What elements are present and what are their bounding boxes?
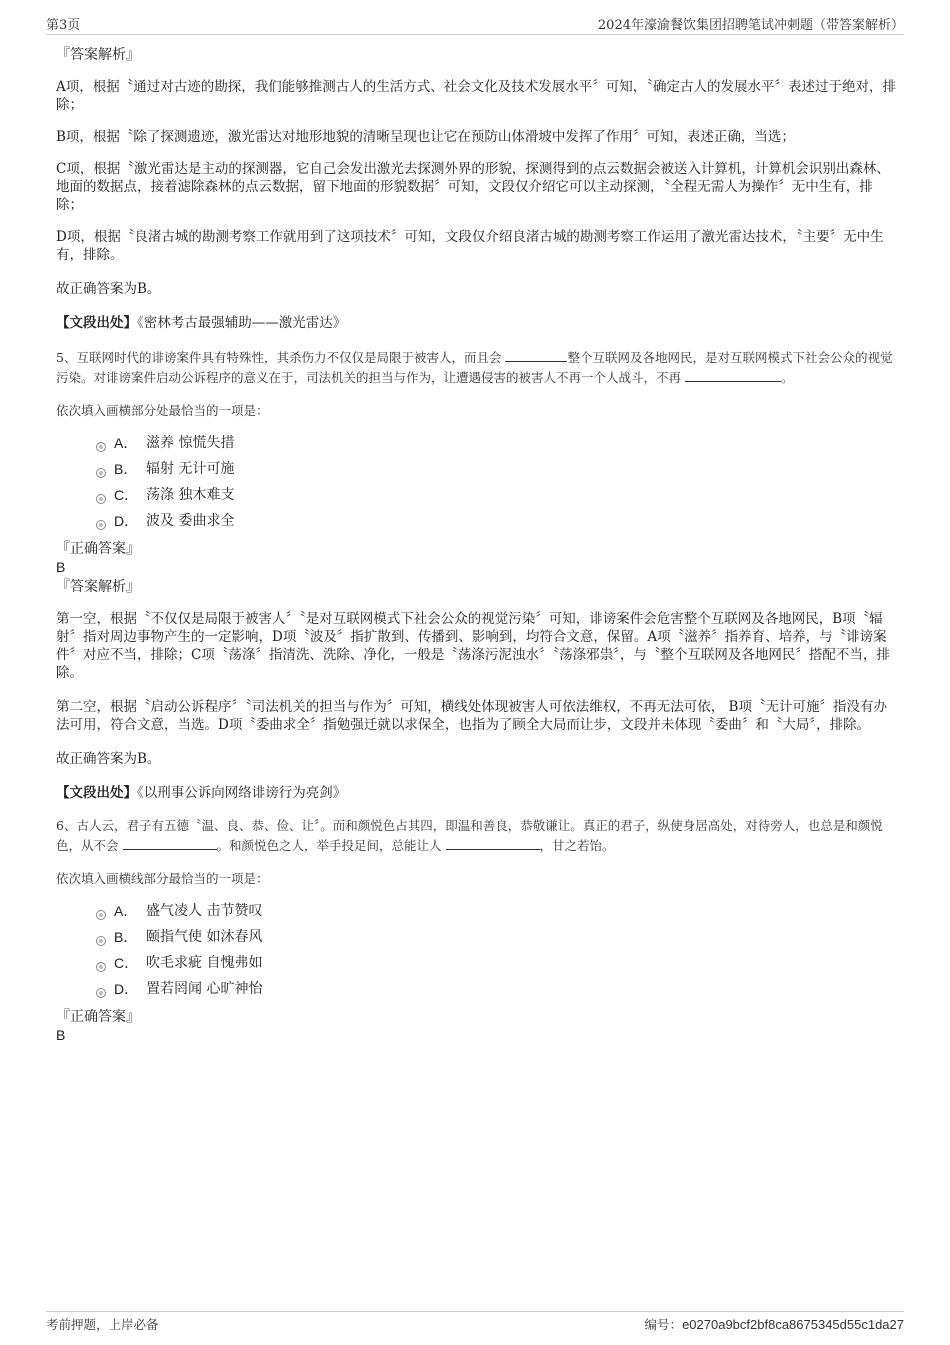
option-text: 颐指气使 如沐春风 xyxy=(146,929,263,945)
document-title: 2024年濠渝餐饮集团招聘笔试冲刺题（带答案解析） xyxy=(597,18,904,33)
question-prompt: 依次填入画横线部分最恰当的一项是： xyxy=(56,871,269,886)
option-b[interactable] xyxy=(56,928,896,954)
option-text: 荡涤 独木难支 xyxy=(146,487,235,503)
radio-icon[interactable] xyxy=(96,442,106,452)
radio-icon[interactable] xyxy=(96,962,106,972)
option-list xyxy=(56,434,896,538)
page-number: 第3页 xyxy=(46,18,81,33)
radio-icon[interactable] xyxy=(96,494,106,504)
analysis-paragraph: 第一空，根据〝不仅仅是局限于被害人〞〝是对互联网模式下社会公众的视觉污染〞可知，诽谤案件会危害整个互联网及各地网民，B项〝辐射〞指对周边事物产生的一定影响，D项〝波及〞指扩散到、传播到、影响到，均符合文意，保留。A项〝滋养〞指养育、培养，与〝诽谤案件〞对应不当，排除；C项〝荡涤〞指清洗、洗除、净化，一般是〝荡涤污泥浊水〞〝荡涤邪祟〞，与〝整个互联网及各地网民〞搭配不当，排除。 xyxy=(56,611,890,681)
option-c[interactable] xyxy=(56,486,896,512)
option-text: 滋养 惊慌失措 xyxy=(146,435,235,451)
option-c[interactable] xyxy=(56,954,896,980)
stem-text: 。 xyxy=(781,370,794,385)
stem-text: ，甘之若饴。 xyxy=(539,838,615,853)
option-d[interactable] xyxy=(56,512,896,538)
question-stem xyxy=(56,816,896,856)
option-text: 置若罔闻 心旷神怡 xyxy=(146,981,263,997)
analysis-paragraph: B项，根据〝除了探测遗迹，激光雷达对地形地貌的清晰呈现也让它在预防山体滑坡中发挥了作用〞可知，表述正确，当选； xyxy=(56,129,795,145)
fill-blank xyxy=(123,837,217,850)
option-list xyxy=(56,902,896,1006)
stem-text: 6、古人云，君子有五德〝温、良、恭、俭、让〞。而和颜悦色占其四，即温和善良，恭敬谦让。真正的君子，纵使身居高处，对待旁人，也总是和颜悦色，从不会 xyxy=(56,818,883,853)
option-text: 盛气凌人 击节赞叹 xyxy=(146,903,263,919)
document-body xyxy=(56,46,896,1044)
option-text: 吹毛求疵 自愧弗如 xyxy=(146,955,263,971)
stem-text: 整个互联网及各地网民，是对互联网模式下社会公众的视觉污染。对诽谤案件启动公诉程序的意义在于，司法机关的担当与作为，让遭遇侵害的被害人不再一个人战斗，不再 xyxy=(56,350,893,385)
answer-value: B xyxy=(56,559,66,575)
stem-text: 。和颜悦色之人，举手投足间，总能让人 xyxy=(216,838,442,853)
question-5 xyxy=(56,348,896,802)
analysis-label: 『答案解析』 xyxy=(56,579,140,595)
correct-answer-statement: 故正确答案为B。 xyxy=(56,751,161,767)
radio-icon[interactable] xyxy=(96,468,106,478)
question-6 xyxy=(56,816,896,1044)
source-title: 《以刑事公诉向网络诽谤行为亮剑》 xyxy=(137,785,347,801)
fill-blank xyxy=(505,349,567,362)
fill-blank xyxy=(685,369,781,382)
analysis-paragraph: A项，根据〝通过对古迹的勘探，我们能够推测古人的生活方式、社会文化及技术发展水平〞可知，〝确定古人的发展水平〞表述过于绝对，排除； xyxy=(56,79,896,113)
option-letter: B． xyxy=(114,461,138,477)
option-letter: A． xyxy=(114,903,138,919)
option-letter: C． xyxy=(114,955,139,971)
option-d[interactable] xyxy=(56,980,896,1006)
code-value: e0270a9bcf2bf8ca8675345d55c1da27 xyxy=(682,1317,904,1332)
source-label: 【文段出处】 xyxy=(56,315,137,331)
option-letter: B． xyxy=(114,929,138,945)
fill-blank xyxy=(446,837,540,850)
option-letter: D． xyxy=(114,513,139,529)
question-prompt: 依次填入画横部分处最恰当的一项是： xyxy=(56,403,269,418)
radio-icon[interactable] xyxy=(96,988,106,998)
option-text: 辐射 无计可施 xyxy=(146,461,235,477)
radio-icon[interactable] xyxy=(96,910,106,920)
footer-slogan: 考前押题，上岸必备 xyxy=(46,1317,159,1332)
correct-answer-statement: 故正确答案为B。 xyxy=(56,281,161,297)
option-text: 波及 委曲求全 xyxy=(146,513,235,529)
q4-analysis xyxy=(56,46,896,332)
source-label: 【文段出处】 xyxy=(56,785,137,801)
answer-value: B xyxy=(56,1027,66,1043)
option-b[interactable] xyxy=(56,460,896,486)
document-code xyxy=(645,1315,904,1333)
question-stem xyxy=(56,348,896,388)
radio-icon[interactable] xyxy=(96,936,106,946)
stem-text: 5、互联网时代的诽谤案件具有特殊性，其杀伤力不仅仅是局限于被害人，而且会 xyxy=(56,350,502,365)
analysis-paragraph: C项，根据〝激光雷达是主动的探测器，它自己会发出激光去探测外界的形貌，探测得到的点云数据会被送入计算机，计算机会识别出森林、地面的数据点，接着滤除森林的点云数据，留下地面的形貌数据〞可知，文段仅介绍它可以主动探测，〝全程无需人为操作〞无中生有，排除； xyxy=(56,161,890,213)
option-a[interactable] xyxy=(56,434,896,460)
page-header xyxy=(46,14,904,35)
code-label: 编号： xyxy=(644,1317,683,1332)
analysis-label: 『答案解析』 xyxy=(56,47,140,63)
page-footer xyxy=(46,1311,904,1334)
option-letter: A． xyxy=(114,435,138,451)
source-title: 《密林考古最强辅助——激光雷达》 xyxy=(137,315,347,331)
analysis-paragraph: D项，根据〝良渚古城的勘测考察工作就用到了这项技术〞可知，文段仅介绍良渚古城的勘测考察工作运用了激光雷达技术，〝主要〞无中生有，排除。 xyxy=(56,229,884,263)
answer-label: 『正确答案』 xyxy=(56,541,140,557)
analysis-paragraph: 第二空，根据〝启动公诉程序〞〝司法机关的担当与作为〞可知，横线处体现被害人可依法维权，不再无法可依， B项〝无计可施〞指没有办法可用，符合文意，当选。D项〝委曲求全〞指勉强迁就以求保全，也指为了顾全大局而让步，文段并未体现〝委曲〞和〝大局〞，排除。 xyxy=(56,699,887,733)
option-letter: D． xyxy=(114,981,139,997)
option-letter: C． xyxy=(114,487,139,503)
text-source xyxy=(56,784,896,802)
text-source xyxy=(56,314,896,332)
option-a[interactable] xyxy=(56,902,896,928)
radio-icon[interactable] xyxy=(96,520,106,530)
answer-label: 『正确答案』 xyxy=(56,1009,140,1025)
